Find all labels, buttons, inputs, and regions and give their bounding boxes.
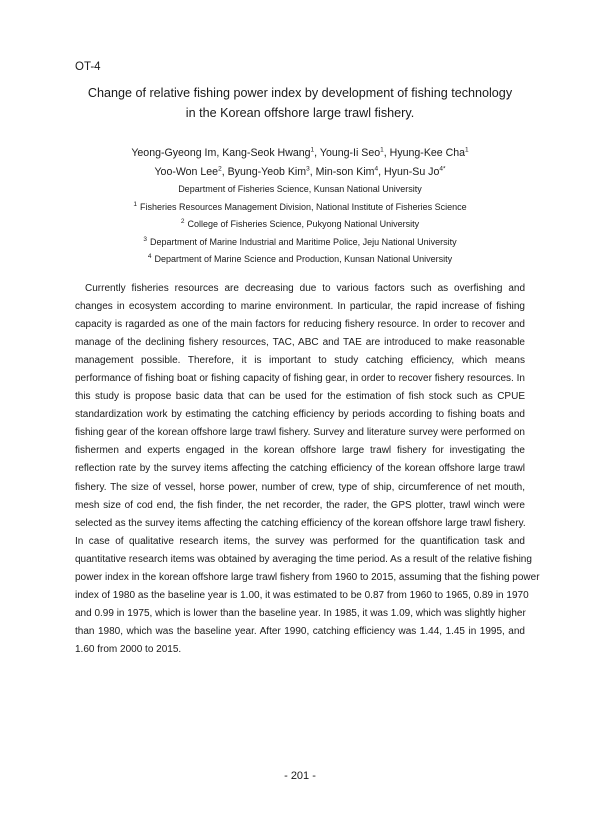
page-number: - 201 - [284, 770, 316, 782]
author-affiliation-mark: 1 [380, 146, 384, 154]
author-name: , Min-son Kim [309, 166, 375, 178]
paper-title [60, 83, 540, 123]
abstract-line: reflection rate by the survey items affecting the catching efficiency of the korean offshore large trawl [75, 463, 525, 475]
affiliation [60, 181, 540, 199]
author-name: Yoo-Won Lee [154, 166, 219, 178]
author-name: , Hyung-Kee Cha [383, 147, 466, 159]
abstract-line: standardization work by estimating the catching efficiency by periods according to fishing boats and [75, 409, 525, 421]
abstract-line: In case of qualitative research items, the survey was performed for the quantification task and [75, 535, 525, 547]
abstract-line: power index in the korean offshore large trawl fishery from 1960 to 2015, assuming that the fishing power [75, 571, 540, 583]
abstract-line: changes in ecosystem according to marine environment. In particular, the rapid increase of fishing [75, 301, 525, 313]
abstract-line: and 0.99 in 1975, which is lower than the baseline year. In 1985, it was 1.09, which was slightly higher [75, 607, 526, 619]
affiliation-text: Department of Marine Industrial and Maritime Police, Jeju National University [149, 236, 457, 247]
author-affiliation-mark: 1 [465, 146, 469, 154]
abstract-line: selected as the survey items affecting the catching efficiency of the korean offshore large trawl fishery. [75, 517, 526, 529]
author-name: Yeong-Gyeong Im, [131, 147, 223, 159]
affiliation-mark: 3 [143, 235, 147, 243]
title-line: in the Korean offshore large trawl fishery. [185, 106, 415, 120]
affiliation-text: Department of Marine Science and Production, Kunsan National University [154, 254, 453, 264]
affiliation [60, 251, 540, 269]
author-name: , Byung-Yeob Kim [221, 166, 307, 178]
author-name: Kang-Seok Hwang [222, 147, 311, 159]
affiliation-list [60, 181, 540, 269]
abstract-line: 1.60 from 2000 to 2015. [75, 643, 182, 655]
affiliation [60, 199, 540, 217]
affiliation-mark: 4 [147, 253, 152, 260]
abstract-line: capacity is ragarded as one of the main factors for reducing fishery resource. In order to recover and [75, 319, 525, 331]
abstract-line: fishermen and experts engaged in the korean offshore large trawl fishery for investigating the [75, 445, 525, 457]
author-name: , Hyun-Su Jo [378, 166, 440, 178]
author-affiliation-mark: 4* [439, 165, 446, 173]
author-list [60, 144, 540, 182]
affiliation-mark: 2 [180, 218, 185, 225]
abstract-line: performance of fishing boat or fishing capacity of fishing gear, in order to recover fishery resources. In [75, 373, 525, 385]
author-affiliation-mark: 3 [306, 165, 310, 173]
abstract-line: this study is propose basic data that can be used for the estimation of fish stock such as CPUE [75, 391, 525, 403]
affiliation [60, 234, 540, 252]
affiliation-text: College of Fisheries Science, Pukyong National University [187, 219, 420, 229]
abstract-line: mesh size of cod end, the fish finder, the net recorder, the rader, the GPS plotter, trawl winch were [75, 499, 525, 511]
affiliation-mark: 1 [133, 200, 137, 208]
abstract-line: manage of the declining fishery resources, TAC, ABC and TAE are introduced to make reasonable [75, 337, 525, 349]
abstract-body [75, 280, 540, 659]
abstract-line: quantitative research items was obtained by averaging the time period. As a result of the relative fishing [75, 553, 532, 565]
abstract-line: management possible. Therefore, it is important to study catching efficiency, which means [75, 355, 525, 367]
author-line [60, 163, 540, 182]
affiliation-text: Department of Fisheries Science, Kunsan National University [178, 184, 422, 194]
affiliation [60, 216, 540, 234]
author-affiliation-mark: 4 [374, 165, 379, 173]
abstract-line: Currently fisheries resources are decreasing due to various factors such as overfishing and [85, 283, 525, 294]
author-affiliation-mark: 2 [218, 165, 222, 173]
abstract-line: than 1980, which was the baseline year. After 1990, catching efficiency was 1.44, 1.45 in 1995, and [75, 625, 525, 637]
abstract-line: fishery. The size of vessel, horse power, number of crew, type of ship, circumference of net mouth, [75, 481, 525, 493]
author-affiliation-mark: 1 [310, 146, 315, 154]
abstract-line: index of 1980 as the baseline year is 1.00, it was estimated to be 0.87 from 1960 to 1965, 0.89 in 1970 [75, 589, 529, 601]
author-name: , Young-Ii Seo [314, 147, 381, 159]
author-line [60, 144, 540, 163]
session-code: OT-4 [75, 61, 101, 73]
affiliation-text: Fisheries Resources Management Division, National Institute of Fisheries Science [139, 201, 467, 212]
title-line: Change of relative fishing power index by development of fishing technology [87, 86, 513, 100]
abstract-line: fishing gear of the korean offshore large trawl fishery. Survey and literature survey were performed on [75, 427, 525, 439]
